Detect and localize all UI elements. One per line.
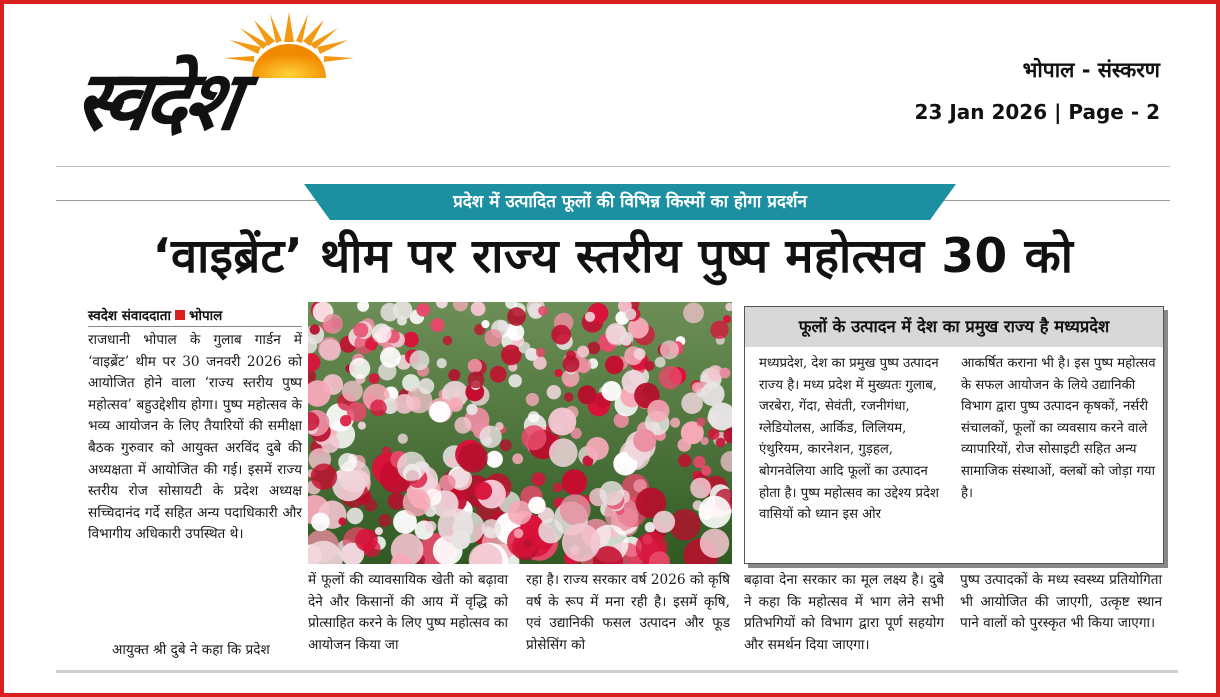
article-column-5: पुष्प उत्पादकों के मध्य स्वस्थ्य प्रतियोगिता भी आयोजित की जाएगी, उत्कृष्ट स्थान पाने वालों को पुरस्कृत भी किया जाएगा। [960, 572, 1162, 632]
flower-blob [410, 350, 430, 370]
sidebar-box-column-1: मध्यप्रदेश, देश का प्रमुख पुष्प उत्पादन राज्य है। मध्य प्रदेश में मुख्यतः गुलाब, जरबेरा, गेंदा, सेवंती, रजनीगंधा, ग्लेडियोलस, आर्किड, लिलियम, एंथुरियम, कारनेशन, गुड़हल, बोगनवेलिया आदि फूलों का उत्पादन होता है। पुष्प महोत्सव का उद्देश्य प्रदेश वासियों को ध्यान इस ओर [759, 356, 939, 523]
flower-blob [353, 323, 368, 338]
flower-blob [551, 325, 571, 345]
flower-blob [372, 323, 392, 343]
flower-blob [634, 348, 646, 360]
flower-blob [388, 493, 405, 510]
flower-blob [498, 320, 508, 330]
flower-blob [564, 392, 574, 402]
flower-blob [486, 451, 503, 468]
flower-blob [311, 513, 330, 532]
flower-blob [375, 527, 383, 535]
flower-blob [501, 345, 522, 366]
flower-blob [319, 339, 341, 361]
flower-blob [439, 475, 455, 491]
flower-blob [693, 456, 705, 468]
flower-blob [430, 318, 444, 332]
flower-blob [700, 529, 729, 558]
flower-blob [468, 372, 485, 389]
flower-blob [443, 336, 453, 346]
flower-blob [512, 453, 523, 464]
logo-wordmark: स्वदेश [68, 54, 243, 149]
article-column-4: बढ़ावा देना सरकार का मूल लक्ष्य है। दुबे ने कहा कि महोत्सव में भाग लेने सभी प्रतिभगियों को विभाग द्वारा पूर्ण सहयोग और समर्थन दिया जाएगा। [744, 572, 944, 653]
flower-blob [416, 303, 430, 317]
flower-blob [523, 539, 531, 547]
flower-blob [447, 457, 456, 466]
flower-blob [338, 517, 346, 525]
sidebar-box-column-2: आकर्षित कराना भी है। इस पुष्प महोत्सव के सफल आयोजन के लिये उद्यानिकी विभाग द्वारा पुष्प उत्पादन कृषकों, नर्सरी संचालकों, फूलों का व्यवसाय करने वाले व्यापारियों, रोज सोसाइटी सहित अन्य सामाजिक संस्थाओं, क्लबों को जोड़ा गया है। [961, 356, 1156, 501]
flower-blob [479, 426, 501, 448]
flower-blob [378, 514, 391, 527]
flower-blob [548, 408, 576, 436]
red-square-icon [175, 310, 185, 320]
flower-blob [633, 429, 656, 452]
flower-blob [358, 422, 366, 430]
flower-blob [310, 324, 320, 334]
flower-blob [507, 307, 526, 326]
flower-blob [678, 438, 692, 452]
flower-blob [528, 497, 545, 514]
article-column-1-end: आयुक्त श्री दुबे ने कहा कि प्रदेश [112, 642, 270, 658]
flower-blob [458, 443, 488, 473]
divider [88, 326, 302, 327]
flower-blob [369, 373, 380, 384]
flower-blob [588, 342, 601, 355]
edition-label: भोपाल - संस्करण [1022, 58, 1160, 82]
flower-blob [338, 453, 357, 472]
byline [88, 306, 298, 324]
flower-blob [683, 303, 704, 324]
flower-blob [577, 346, 589, 358]
flower-blob [466, 404, 477, 415]
flower-blob [678, 454, 691, 467]
flower-blob [514, 529, 524, 539]
flower-blob [485, 329, 503, 347]
flower-blob [697, 418, 706, 427]
flower-blob [453, 512, 485, 544]
sidebar-box-title: फूलों के उत्पादन में देश का प्रमुख राज्य है मध्यप्रदेश [745, 307, 1163, 347]
flower-blob [340, 415, 351, 426]
flower-blob [425, 521, 436, 532]
flower-blob [660, 340, 679, 359]
flower-blob [490, 366, 507, 383]
flower-blob [699, 496, 732, 529]
flower-blob [605, 356, 624, 375]
flower-blob [394, 394, 414, 414]
flower-blob [655, 357, 666, 368]
flower-blob [370, 400, 387, 417]
flower-blob [364, 499, 377, 512]
flower-blob [538, 519, 563, 544]
flower-blob [454, 417, 471, 434]
flower-blob [555, 369, 563, 377]
flower-blob [644, 361, 654, 371]
flower-blob [449, 397, 463, 411]
flower-blob [522, 425, 547, 450]
byline-city: भोपाल [188, 308, 223, 324]
flower-blob [708, 428, 719, 439]
headline: ‘वाइब्रेंट’ थीम पर राज्य स्तरीय पुष्प महोत्सव 30 को [152, 229, 1074, 284]
flower-blob [553, 483, 563, 493]
flower-blob [474, 482, 492, 500]
flower-blob [528, 411, 540, 423]
flower-blob [585, 312, 595, 322]
flower-blob [578, 385, 597, 404]
flower-garden-image [308, 302, 732, 564]
flower-blob [507, 324, 524, 341]
flower-blob [659, 366, 682, 389]
flower-blob [710, 321, 728, 339]
flower-blob [692, 382, 703, 393]
flower-blob [382, 446, 391, 455]
byline-source: स्वदेश संवाददाता [88, 308, 171, 324]
flower-blob [509, 374, 522, 387]
flower-blob [602, 381, 622, 401]
flower-blob [481, 320, 489, 328]
flower-blob [562, 469, 587, 494]
divider [56, 166, 1170, 167]
flower-blob [398, 434, 408, 444]
flower-blob [536, 348, 545, 357]
flower-blob [355, 529, 378, 552]
flower-blob [482, 519, 501, 538]
flower-blob [437, 358, 447, 368]
flower-blob [690, 478, 711, 499]
flower-blob [586, 437, 609, 460]
flower-blob [701, 437, 709, 445]
sidebar-box [744, 306, 1164, 564]
flower-blob [653, 511, 675, 533]
flower-blob [532, 472, 546, 486]
flower-garden-photo [308, 302, 732, 564]
flower-blob [323, 314, 343, 334]
flower-blob [429, 401, 450, 422]
divider [56, 670, 1178, 673]
flower-blob [468, 359, 482, 373]
article-column-2: में फूलों की व्यावसायिक खेती को बढ़ावा देने और किसानों की आय में वृद्धि को प्रोत्साहित करने के लिए पुष्प महोत्सव का आयोजन किया जा [308, 572, 508, 653]
flower-blob [403, 332, 419, 348]
flower-blob [403, 489, 431, 517]
kicker-text: प्रदेश में उत्पादित फूलों की विभिन्न किस्मों का होगा प्रदर्शन [453, 192, 807, 212]
flower-blob [538, 306, 548, 316]
flower-blob [397, 452, 426, 481]
flower-blob [332, 468, 365, 501]
flower-blob [547, 385, 561, 399]
flower-blob [500, 439, 512, 451]
flower-blob [508, 501, 532, 525]
flower-blob [670, 418, 680, 428]
flower-blob [349, 358, 370, 379]
article-column-3: रहा है। राज्य सरकार वर्ष 2026 को कृषि वर्ष के रूप में मना रही है। इसमें कृषि, एवं उद्यानिकी फसल उत्पादन और फूड प्रोसेसिंग को [526, 572, 730, 653]
flower-blob [720, 368, 731, 379]
flower-blob [519, 342, 531, 354]
flower-blob [380, 347, 401, 368]
flower-blob [526, 393, 539, 406]
flower-blob [621, 335, 632, 346]
flower-blob [311, 464, 337, 490]
flower-blob [563, 356, 580, 373]
flower-blob [599, 481, 624, 506]
article-column-1: राजधानी भोपाल के गुलाब गार्डन में ‘वाइब्रेंट’ थीम पर 30 जनवरी 2026 को आयोजित होने वाला ‘राज्य स्तरीय पुष्प महोत्सव’ बहुउद्देशीय होगा। पुष्प महोत्सव के भव्य आयोजन के लिए तैयारियों की समीक्षा बैठक गुरुवार को आयुक्त अरविंद दुबे की अध्यक्षता में आयोजित की गई। इसमें राज्य स्तरीय रोज सोसायटी के प्रदेश अध्यक्ष सच्चिदानंद गर्दे सहित अन्य पदाधिकारी और विभागीय अधिकारी उपस्थित थे। [88, 332, 302, 543]
flower-blob [448, 369, 460, 381]
flower-blob [562, 523, 600, 561]
flower-blob [380, 303, 399, 322]
kicker-banner [304, 184, 956, 220]
flower-blob [701, 382, 725, 406]
date-page-label: 23 Jan 2026 | Page - 2 [914, 100, 1160, 124]
flower-blob [549, 438, 578, 467]
flower-blob [347, 508, 364, 525]
flower-blob [560, 494, 591, 525]
masthead-logo [66, 12, 476, 164]
flower-blob [418, 378, 434, 394]
flower-blob [716, 438, 726, 448]
flower-blob [647, 400, 669, 422]
